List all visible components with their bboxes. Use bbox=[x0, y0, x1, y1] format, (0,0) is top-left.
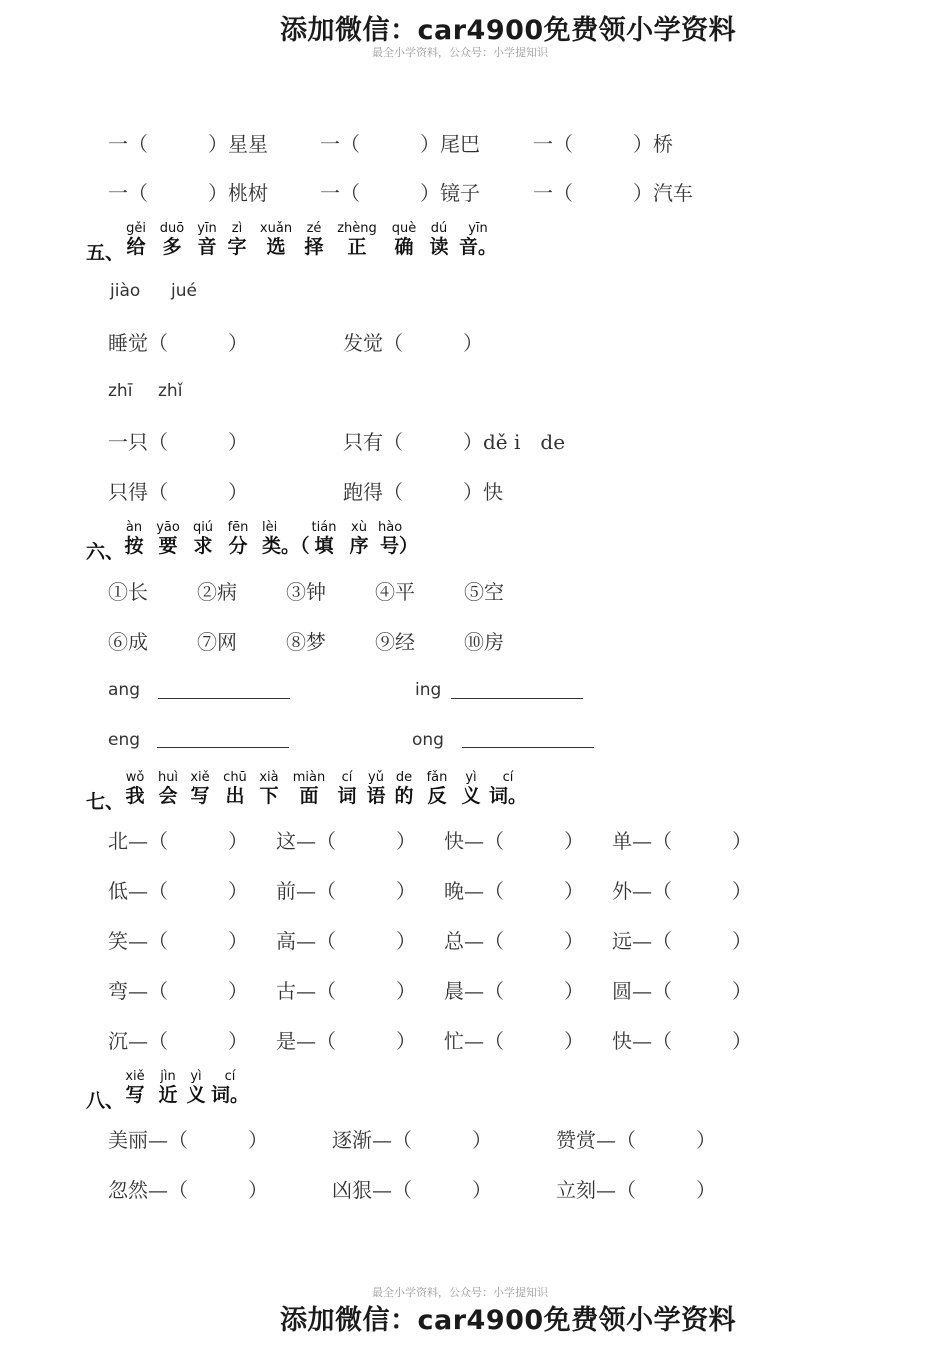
polyphone-item-6: 跑得（ ）快 bbox=[343, 480, 503, 504]
hanzi: 正 bbox=[347, 236, 367, 258]
antonym-4-4: 圆—（ ） bbox=[612, 979, 752, 1003]
pinyin: qiú bbox=[192, 520, 214, 535]
hanzi: 求 bbox=[193, 535, 213, 557]
hanzi: 择 bbox=[304, 236, 324, 258]
pinyin: àn bbox=[125, 520, 143, 535]
pinyin: de bbox=[395, 770, 413, 785]
polyphone-item-4: 只有（ ）dě i de bbox=[343, 430, 566, 454]
faint-header-text: 最全小学资料，公众号：小学提知识 bbox=[372, 46, 548, 59]
pinyin: yì bbox=[465, 770, 477, 785]
char-option-1: ①长 bbox=[108, 580, 148, 604]
char-option-10: ⑩房 bbox=[464, 630, 504, 654]
hanzi: 多 bbox=[162, 236, 182, 258]
pinyin: zé bbox=[306, 221, 322, 236]
pinyin: què bbox=[391, 221, 417, 236]
hanzi: 写 bbox=[125, 1084, 145, 1106]
pinyin: xià bbox=[259, 770, 279, 785]
pinyin: yāo bbox=[156, 520, 180, 535]
hanzi: 写 bbox=[190, 785, 210, 807]
polyphone-item-2: 发觉（ ） bbox=[343, 331, 483, 355]
hanzi: 号） bbox=[380, 535, 419, 557]
hanzi: 字 bbox=[227, 236, 247, 258]
pinyin-jue: jué bbox=[171, 281, 197, 301]
antonym-3-2: 高—（ ） bbox=[276, 929, 416, 953]
measure-item-3: 一（ ）桥 bbox=[533, 132, 673, 156]
char-option-8: ⑧梦 bbox=[286, 630, 326, 654]
polyphone-item-1: 睡觉（ ） bbox=[108, 331, 248, 355]
hanzi: 填 bbox=[314, 535, 334, 557]
hanzi: 语 bbox=[366, 785, 386, 807]
char-option-4: ④平 bbox=[375, 580, 415, 604]
faint-footer-text: 最全小学资料，公众号：小学提知识 bbox=[372, 1286, 548, 1299]
pinyin: hào bbox=[378, 520, 403, 535]
antonym-1-4: 单—（ ） bbox=[612, 829, 752, 853]
hanzi: 音 bbox=[197, 236, 217, 258]
pinyin: xiě bbox=[190, 770, 210, 785]
synonym-1: 美丽—（ ） bbox=[108, 1128, 268, 1152]
hanzi: 义 bbox=[186, 1084, 206, 1106]
hanzi: 分 bbox=[228, 535, 248, 557]
pinyin: cí bbox=[224, 1069, 236, 1084]
hanzi: 面 bbox=[299, 785, 319, 807]
pinyin-zhi1: zhī bbox=[108, 381, 133, 401]
antonym-5-1: 沉—（ ） bbox=[108, 1029, 248, 1053]
pinyin: miàn bbox=[292, 770, 326, 785]
pinyin: dú bbox=[430, 221, 448, 236]
synonym-4: 忽然—（ ） bbox=[108, 1178, 268, 1202]
hanzi: 选 bbox=[266, 236, 286, 258]
pinyin: wǒ bbox=[125, 770, 145, 785]
measure-item-6: 一（ ）汽车 bbox=[533, 181, 693, 205]
antonym-5-2: 是—（ ） bbox=[276, 1029, 416, 1053]
measure-item-5: 一（ ）镜子 bbox=[320, 181, 480, 205]
synonym-6: 立刻—（ ） bbox=[556, 1178, 716, 1202]
pinyin-zhi3: zhǐ bbox=[158, 381, 183, 401]
hanzi: 序 bbox=[349, 535, 369, 557]
section-7-prefix: 七、 bbox=[86, 791, 125, 813]
hanzi: 近 bbox=[158, 1084, 178, 1106]
hanzi: 类。（ bbox=[262, 535, 310, 557]
polyphone-item-3: 一只（ ） bbox=[108, 430, 248, 454]
answer-line-ing[interactable] bbox=[451, 698, 583, 699]
watermark-banner-bottom: 添加微信：car4900免费领小学资料 bbox=[280, 1305, 737, 1336]
watermark-banner-top: 添加微信：car4900免费领小学资料 bbox=[280, 15, 737, 46]
antonym-3-1: 笑—（ ） bbox=[108, 929, 248, 953]
answer-line-eng[interactable] bbox=[157, 747, 289, 748]
pinyin: fēn bbox=[227, 520, 249, 535]
section-6-prefix: 六、 bbox=[86, 541, 125, 563]
hanzi: 给 bbox=[126, 236, 146, 258]
pinyin: huì bbox=[157, 770, 179, 785]
pinyin: xiě bbox=[125, 1069, 145, 1084]
pinyin: zhèng bbox=[337, 221, 377, 236]
antonym-1-1: 北—（ ） bbox=[108, 829, 248, 853]
pinyin: yì bbox=[190, 1069, 202, 1084]
hanzi: 读 bbox=[429, 236, 449, 258]
hanzi: 音。 bbox=[458, 236, 497, 258]
label-ang: ang bbox=[108, 680, 140, 700]
hanzi: 反 bbox=[427, 785, 447, 807]
hanzi: 确 bbox=[394, 236, 414, 258]
measure-item-1: 一（ ）星星 bbox=[108, 132, 268, 156]
label-ing: ing bbox=[415, 680, 442, 700]
hanzi: 词。 bbox=[210, 1084, 249, 1106]
pinyin-jiao: jiào bbox=[110, 281, 141, 301]
antonym-3-4: 远—（ ） bbox=[612, 929, 752, 953]
synonym-5: 凶狠—（ ） bbox=[332, 1178, 492, 1202]
measure-item-2: 一（ ）尾巴 bbox=[320, 132, 480, 156]
hanzi: 出 bbox=[225, 785, 245, 807]
antonym-2-2: 前—（ ） bbox=[276, 879, 416, 903]
hanzi: 词。 bbox=[488, 785, 527, 807]
antonym-5-3: 忙—（ ） bbox=[444, 1029, 584, 1053]
measure-item-4: 一（ ）桃树 bbox=[108, 181, 268, 205]
pinyin: yīn bbox=[197, 221, 217, 236]
pinyin: fǎn bbox=[426, 770, 448, 785]
pinyin: chū bbox=[223, 770, 247, 785]
char-option-5: ⑤空 bbox=[464, 580, 504, 604]
pinyin: lèi bbox=[262, 520, 278, 535]
antonym-5-4: 快—（ ） bbox=[612, 1029, 752, 1053]
hanzi: 词 bbox=[337, 785, 357, 807]
label-ong: ong bbox=[412, 730, 444, 750]
pinyin: jìn bbox=[160, 1069, 176, 1084]
antonym-1-3: 快—（ ） bbox=[444, 829, 584, 853]
section-5-prefix: 五、 bbox=[86, 242, 125, 264]
pinyin: cí bbox=[341, 770, 353, 785]
antonym-4-1: 弯—（ ） bbox=[108, 979, 248, 1003]
char-option-9: ⑨经 bbox=[375, 630, 415, 654]
section-8-prefix: 八、 bbox=[86, 1090, 125, 1112]
answer-line-ang[interactable] bbox=[158, 698, 290, 699]
polyphone-item-5: 只得（ ） bbox=[108, 480, 248, 504]
pinyin: tián bbox=[311, 520, 337, 535]
pinyin: xù bbox=[351, 520, 367, 535]
pinyin: gěi bbox=[126, 221, 146, 236]
antonym-2-4: 外—（ ） bbox=[612, 879, 752, 903]
char-option-7: ⑦网 bbox=[197, 630, 237, 654]
hanzi: 义 bbox=[461, 785, 481, 807]
pinyin: xuǎn bbox=[259, 221, 293, 236]
antonym-2-1: 低—（ ） bbox=[108, 879, 248, 903]
hanzi: 我 bbox=[125, 785, 145, 807]
hanzi: 要 bbox=[158, 535, 178, 557]
pinyin: zì bbox=[231, 221, 243, 236]
antonym-4-2: 古—（ ） bbox=[276, 979, 416, 1003]
pinyin: cí bbox=[502, 770, 514, 785]
pinyin: yǔ bbox=[368, 770, 384, 785]
hanzi: 下 bbox=[259, 785, 279, 807]
answer-line-ong[interactable] bbox=[462, 747, 594, 748]
hanzi: 会 bbox=[158, 785, 178, 807]
synonym-2: 逐渐—（ ） bbox=[332, 1128, 492, 1152]
char-option-2: ②病 bbox=[197, 580, 237, 604]
pinyin: yīn bbox=[468, 221, 488, 236]
antonym-3-3: 总—（ ） bbox=[444, 929, 584, 953]
pinyin: duō bbox=[159, 221, 185, 236]
antonym-2-3: 晚—（ ） bbox=[444, 879, 584, 903]
char-option-6: ⑥成 bbox=[108, 630, 148, 654]
hanzi: 的 bbox=[394, 785, 414, 807]
synonym-3: 赞赏—（ ） bbox=[556, 1128, 716, 1152]
hanzi: 按 bbox=[124, 535, 144, 557]
antonym-1-2: 这—（ ） bbox=[276, 829, 416, 853]
label-eng: eng bbox=[108, 730, 141, 750]
antonym-4-3: 晨—（ ） bbox=[444, 979, 584, 1003]
char-option-3: ③钟 bbox=[286, 580, 326, 604]
